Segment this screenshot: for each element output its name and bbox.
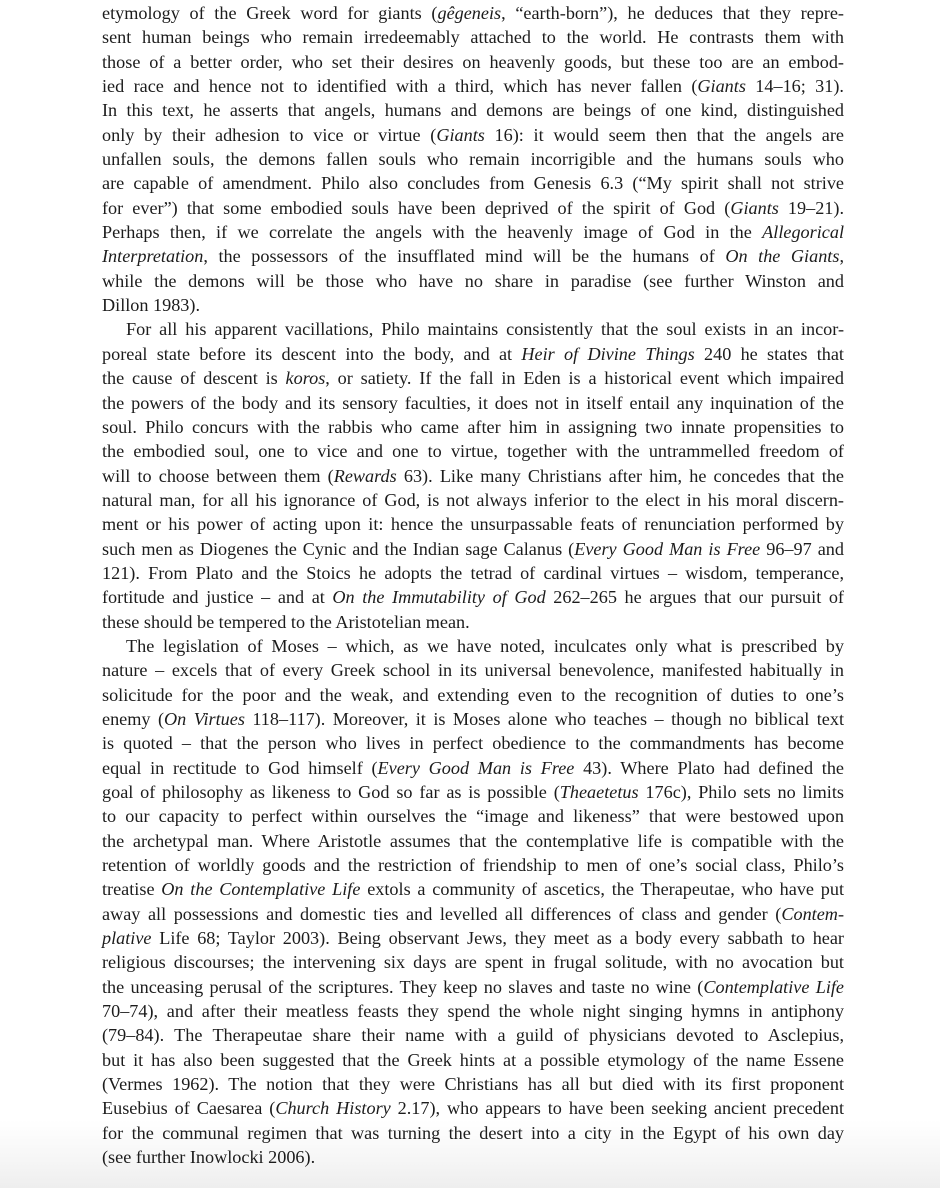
- text-run: etymology of the Greek word for giants (: [102, 3, 438, 23]
- italic-citation: Contem-: [781, 903, 844, 924]
- text-run: only by their adhesion to vice or virtue (: [102, 124, 437, 145]
- text-line: [102, 366, 844, 390]
- text-run: the unceasing perusal of the scriptures. They keep no slaves and taste no wine (: [102, 976, 704, 997]
- text-line: [102, 512, 844, 536]
- text-line: [102, 950, 844, 974]
- italic-citation: Rewards: [333, 465, 397, 486]
- italic-citation: Allegorical: [762, 222, 844, 243]
- text-line: [102, 1121, 844, 1145]
- italic-citation: koros: [285, 368, 326, 389]
- text-line: [102, 220, 844, 244]
- text-run: Life 68; Taylor 2003). Being observant Jews, they meet as a body every sabbath to hear: [151, 928, 844, 949]
- italic-citation: Giants: [697, 76, 746, 97]
- text-run: treatise: [102, 879, 162, 900]
- text-run: soul. Philo concurs with the rabbis who came after him in assigning two innate propensities to: [102, 416, 844, 437]
- text-line: [102, 537, 844, 561]
- text-run: , or satiety. If the fall in Eden is a historical event which impaired: [325, 368, 844, 389]
- text-line: [102, 877, 844, 901]
- text-run: Perhaps then, if we correlate the angels with the heavenly image of God in the: [102, 222, 763, 243]
- text-run: the cause of descent is: [102, 368, 286, 389]
- italic-citation: Heir of Divine Things: [521, 343, 695, 364]
- text-run: 240 he states that: [694, 343, 844, 364]
- text-line: [102, 317, 844, 341]
- text-run: 70–74), and after their meatless feasts they spend the whole night singing hymns in antiphony: [102, 1001, 844, 1022]
- text-run: Dillon 1983).: [102, 295, 201, 316]
- italic-citation: Every Good Man is Free: [574, 538, 761, 559]
- text-line: [102, 415, 844, 439]
- body-paragraph: [102, 317, 844, 633]
- text-run: In this text, he asserts that angels, humans and demons are beings of one kind, distinguished: [102, 100, 844, 121]
- text-run: ied race and hence not to identified with a third, which has never fallen (: [102, 76, 698, 97]
- italic-citation: gêgeneis: [437, 3, 502, 23]
- text-line: [102, 975, 844, 999]
- text-line: [102, 853, 844, 877]
- text-line: [102, 804, 844, 828]
- italic-citation: On the Giants: [725, 246, 840, 267]
- text-line: [102, 658, 844, 682]
- text-run: (see further Inowlocki 2006).: [102, 1147, 316, 1168]
- italic-citation: Interpretation: [102, 246, 204, 267]
- text-line: [102, 25, 844, 49]
- text-run: sent human beings who remain irredeemably attached to the world. He contrasts them with: [102, 27, 844, 48]
- text-line: [102, 1, 844, 25]
- italic-citation: Giants: [436, 124, 485, 145]
- text-line: [102, 902, 844, 926]
- text-line: [102, 123, 844, 147]
- text-run: but it has also been suggested that the Greek hints at a possible etymology of the name Essene: [102, 1049, 844, 1070]
- text-run: the archetypal man. Where Aristotle assumes that the contemplative life is compatible with the: [102, 830, 844, 851]
- text-line: [102, 464, 844, 488]
- text-line: [102, 707, 844, 731]
- text-line: [102, 269, 844, 293]
- text-line: [102, 1048, 844, 1072]
- text-run: natural man, for all his ignorance of God, is not always inferior to the elect in his moral discern-: [102, 489, 844, 510]
- text-line: [102, 50, 844, 74]
- text-run: the embodied soul, one to vice and one to virtue, together with the untrammelled freedom of: [102, 441, 844, 462]
- text-run: 43). Where Plato had defined the: [574, 757, 845, 778]
- text-line: [102, 780, 844, 804]
- text-run: 176c), Philo sets no limits: [638, 782, 844, 802]
- text-run: 96–97 and: [760, 538, 844, 559]
- text-line: [102, 829, 844, 853]
- text-run: retention of worldly goods and the restriction of friendship to men of one’s social class, Philo’s: [102, 855, 844, 876]
- text-line: [102, 196, 844, 220]
- text-run: , the possessors of the insufflated mind will be the humans of: [203, 246, 726, 267]
- italic-citation: Theaetetus: [559, 782, 639, 802]
- text-line: [102, 926, 844, 950]
- italic-citation: Church History: [275, 1098, 391, 1119]
- text-run: 63). Like many Christians after him, he concedes that the: [396, 465, 844, 486]
- italic-citation: On Virtues: [164, 708, 245, 729]
- text-run: Eusebius of Caesarea (: [102, 1098, 276, 1119]
- text-line: [102, 585, 844, 609]
- text-run: poreal state before its descent into the body, and at: [102, 343, 522, 364]
- text-run: these should be tempered to the Aristotelian mean.: [102, 611, 470, 632]
- text-line: [102, 293, 844, 317]
- text-run: 2.17), who appears to have been seeking ancient precedent: [390, 1098, 844, 1119]
- text-line: [102, 683, 844, 707]
- text-run: those of a better order, who set their desires on heavenly goods, but these too are an embod-: [102, 51, 844, 72]
- text-line: [102, 171, 844, 195]
- document-page: [102, 1, 844, 1170]
- text-line: [102, 731, 844, 755]
- text-line: [102, 1145, 844, 1169]
- text-line: [102, 1096, 844, 1120]
- text-run: the powers of the body and its sensory faculties, it does not in itself entail any inquination of the: [102, 392, 844, 413]
- text-run: are capable of amendment. Philo also concludes from Genesis 6.3 (“My spirit shall not strive: [102, 173, 844, 194]
- text-run: (79–84). The Therapeutae share their name with a guild of physicians devoted to Asclepius,: [102, 1025, 844, 1046]
- text-run: unfallen souls, the demons fallen souls who remain incorrigible and the humans souls who: [102, 149, 844, 170]
- text-line: [102, 74, 844, 98]
- text-run: extols a community of ascetics, the Therapeutae, who have put: [360, 879, 845, 900]
- italic-citation: On the Immutability of God: [332, 587, 546, 608]
- text-run: 262–265 he argues that our pursuit of: [545, 587, 844, 608]
- text-run: for ever”) that some embodied souls have been deprived of the spirit of God (: [102, 197, 731, 218]
- text-run: is quoted – that the person who lives in perfect obedience to the commandments has become: [102, 733, 844, 754]
- text-line: [102, 999, 844, 1023]
- text-run: will to choose between them (: [102, 465, 334, 486]
- italic-citation: Giants: [730, 197, 779, 218]
- text-line: [102, 244, 844, 268]
- italic-citation: Every Good Man is Free: [377, 757, 575, 778]
- text-line: [102, 610, 844, 634]
- text-run: away all possessions and domestic ties and levelled all differences of class and gender (: [102, 903, 782, 924]
- text-run: For all his apparent vacillations, Philo maintains consistently that the soul exists in an incor-: [126, 319, 844, 340]
- text-line: [102, 98, 844, 122]
- text-run: for the communal regimen that was turning the desert into a city in the Egypt of his own day: [102, 1122, 844, 1143]
- text-line: [102, 488, 844, 512]
- text-run: , “earth-born”), he deduces that they repre-: [501, 3, 844, 23]
- text-run: enemy (: [102, 708, 165, 729]
- text-run: nature – excels that of every Greek school in its universal benevolence, manifested habitually in: [102, 660, 844, 681]
- italic-citation: On the Contemplative Life: [161, 879, 361, 900]
- text-line: [102, 1072, 844, 1096]
- text-line: [102, 147, 844, 171]
- text-run: 14–16; 31).: [745, 76, 844, 97]
- italic-citation: Contemplative Life: [703, 976, 844, 997]
- text-run: such men as Diogenes the Cynic and the Indian sage Calanus (: [102, 538, 575, 559]
- text-run: goal of philosophy as likeness to God so far as is possible (: [102, 782, 560, 802]
- text-run: fortitude and justice – and at: [102, 587, 333, 608]
- text-run: ,: [839, 246, 844, 267]
- body-paragraph: [102, 634, 844, 1170]
- text-line: [102, 634, 844, 658]
- text-run: religious discourses; the intervening six days are spent in frugal solitude, with no avocation but: [102, 952, 844, 973]
- body-paragraph: [102, 1, 844, 317]
- text-line: [102, 756, 844, 780]
- text-run: ment or his power of acting upon it: hence the unsurpassable feats of renunciation performed by: [102, 514, 844, 535]
- text-run: (Vermes 1962). The notion that they were Christians has all but died with its first proponent: [102, 1074, 844, 1095]
- text-run: 16): it would seem then that the angels are: [484, 124, 844, 145]
- text-line: [102, 561, 844, 585]
- text-run: while the demons will be those who have no share in paradise (see further Winston and: [102, 270, 844, 291]
- text-run: 19–21).: [778, 197, 844, 218]
- text-line: [102, 1023, 844, 1047]
- text-run: to our capacity to perfect within ourselves the “image and likeness” that were bestowed upon: [102, 806, 844, 827]
- text-line: [102, 439, 844, 463]
- italic-citation: plative: [102, 928, 152, 949]
- text-run: 121). From Plato and the Stoics he adopts the tetrad of cardinal virtues – wisdom, temperance,: [102, 562, 844, 583]
- text-run: 118–117). Moreover, it is Moses alone who teaches – though no biblical text: [244, 708, 844, 729]
- text-line: [102, 342, 844, 366]
- text-run: solicitude for the poor and the weak, and extending even to the recognition of duties to one’s: [102, 684, 844, 705]
- text-run: equal in rectitude to God himself (: [102, 757, 378, 778]
- text-run: The legislation of Moses – which, as we have noted, inculcates only what is prescribed by: [126, 635, 844, 656]
- text-line: [102, 391, 844, 415]
